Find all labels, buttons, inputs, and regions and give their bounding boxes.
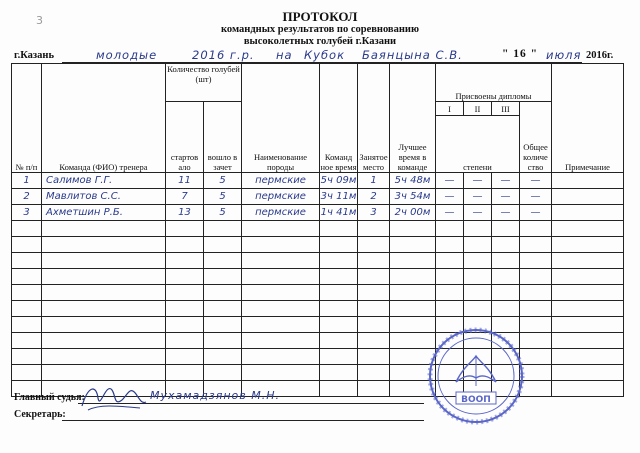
cup-name-handwritten: Баянцына С.В.: [362, 48, 463, 62]
cell-empty: [12, 253, 42, 269]
cell-empty: [320, 253, 358, 269]
cell-empty: [492, 237, 520, 253]
cell-empty: [464, 269, 492, 285]
cell-degree-1: —: [436, 205, 464, 221]
chief-judge-label: Главный судья:: [14, 392, 85, 403]
cell-empty: [520, 301, 552, 317]
cell-empty: [520, 269, 552, 285]
cell-empty: [320, 301, 358, 317]
cell-empty: [464, 237, 492, 253]
cell-empty: [204, 301, 242, 317]
corner-mark: 3: [36, 14, 43, 27]
header-degree-3: III: [492, 102, 520, 116]
cell-empty: [12, 237, 42, 253]
cell-empty: [166, 221, 204, 237]
cell-empty: [552, 333, 624, 349]
cell-empty: [358, 253, 390, 269]
cell-empty: [552, 237, 624, 253]
cell-empty: [204, 253, 242, 269]
cell-no: 3: [12, 205, 42, 221]
cell-empty: [390, 221, 436, 237]
cell-empty: [552, 221, 624, 237]
header-line: [14, 48, 626, 64]
cell-empty: [492, 253, 520, 269]
cell-empty: [464, 221, 492, 237]
date-month-handwritten: июля: [546, 48, 582, 62]
cell-counted: 5: [204, 205, 242, 221]
cell-empty: [320, 381, 358, 397]
cell-counted: 5: [204, 173, 242, 189]
cell-empty: [166, 237, 204, 253]
cell-empty: [492, 285, 520, 301]
cell-empty: [12, 269, 42, 285]
cell-empty: [320, 349, 358, 365]
cell-empty: [242, 317, 320, 333]
cell-total: —: [520, 205, 552, 221]
cell-empty: [42, 269, 166, 285]
cell-best-time: 3ч 54м: [390, 189, 436, 205]
cell-empty: [358, 221, 390, 237]
cell-empty: [242, 285, 320, 301]
cell-empty: [242, 333, 320, 349]
cell-degree-2: —: [464, 189, 492, 205]
header-total: Общее количе ство: [520, 102, 552, 173]
table-row-empty: [12, 237, 624, 253]
cell-degree-3: —: [492, 205, 520, 221]
cell-empty: [320, 221, 358, 237]
header-counted: вошло в зачет: [204, 102, 242, 173]
cell-empty: [242, 349, 320, 365]
header-team-time: Команд ное время: [320, 64, 358, 173]
cell-place: 3: [358, 205, 390, 221]
cell-note: [552, 173, 624, 189]
cell-started: 7: [166, 189, 204, 205]
cell-empty: [464, 301, 492, 317]
cell-started: 11: [166, 173, 204, 189]
cell-degree-1: —: [436, 173, 464, 189]
cell-empty: [42, 333, 166, 349]
cell-empty: [42, 285, 166, 301]
cell-team-time: 1ч 41м: [320, 205, 358, 221]
cell-empty: [390, 237, 436, 253]
cell-place: 2: [358, 189, 390, 205]
cell-empty: [436, 269, 464, 285]
cell-note: [552, 189, 624, 205]
cell-empty: [552, 269, 624, 285]
cell-empty: [42, 317, 166, 333]
cell-empty: [42, 221, 166, 237]
cell-empty: [12, 301, 42, 317]
table-row-empty: [12, 221, 624, 237]
cell-empty: [358, 269, 390, 285]
title-block: [0, 10, 640, 47]
cell-empty: [166, 333, 204, 349]
cell-degree-1: —: [436, 189, 464, 205]
cup-prefix-handwritten: на: [276, 48, 293, 62]
cell-empty: [358, 301, 390, 317]
cell-team-time: 3ч 11м: [320, 189, 358, 205]
table-row-empty: [12, 285, 624, 301]
birth-year-handwritten: 2016 г.р.: [192, 48, 255, 62]
cell-empty: [320, 333, 358, 349]
cell-empty: [12, 285, 42, 301]
cell-empty: [242, 237, 320, 253]
cell-empty: [42, 237, 166, 253]
cell-empty: [520, 237, 552, 253]
cell-empty: [320, 285, 358, 301]
cell-breed: пермские: [242, 189, 320, 205]
cell-breed: пермские: [242, 173, 320, 189]
cell-team-time: 5ч 09м: [320, 173, 358, 189]
cell-empty: [204, 333, 242, 349]
cell-empty: [42, 253, 166, 269]
cell-empty: [12, 317, 42, 333]
cell-empty: [358, 237, 390, 253]
cell-empty: [520, 285, 552, 301]
cell-empty: [166, 349, 204, 365]
cell-empty: [42, 301, 166, 317]
cell-empty: [204, 349, 242, 365]
cell-total: —: [520, 189, 552, 205]
cell-empty: [552, 317, 624, 333]
cell-empty: [390, 269, 436, 285]
cell-empty: [166, 269, 204, 285]
cell-empty: [358, 349, 390, 365]
year-printed: 2016г.: [586, 50, 614, 61]
cell-best-time: 2ч 00м: [390, 205, 436, 221]
cell-empty: [242, 221, 320, 237]
table-row: [12, 205, 624, 221]
table-row-empty: [12, 317, 624, 333]
table-row-empty: [12, 349, 624, 365]
results-table: [11, 63, 624, 397]
signature-scribble-icon: [78, 376, 148, 416]
secretary-label: Секретарь:: [14, 409, 66, 420]
header-started: стартов ало: [166, 102, 204, 173]
header-degrees: степени: [436, 116, 520, 173]
cell-team: Салимов Г.Г.: [42, 173, 166, 189]
cell-empty: [204, 317, 242, 333]
cell-empty: [358, 381, 390, 397]
cell-empty: [552, 301, 624, 317]
secretary-line: [62, 420, 424, 421]
cell-empty: [436, 285, 464, 301]
header-degree-2: II: [464, 102, 492, 116]
table-row-empty: [12, 269, 624, 285]
cell-degree-2: —: [464, 173, 492, 189]
cell-breed: пермские: [242, 205, 320, 221]
cell-empty: [242, 253, 320, 269]
cell-counted: 5: [204, 189, 242, 205]
cell-total: —: [520, 173, 552, 189]
cell-empty: [464, 253, 492, 269]
cell-empty: [520, 253, 552, 269]
cell-empty: [320, 317, 358, 333]
date-day: " 16 ": [502, 48, 539, 60]
cell-empty: [12, 221, 42, 237]
cell-empty: [166, 253, 204, 269]
cell-empty: [320, 269, 358, 285]
cell-empty: [358, 365, 390, 381]
cell-degree-3: —: [492, 173, 520, 189]
stamp-text: ВООП: [461, 395, 491, 405]
cell-empty: [464, 285, 492, 301]
cell-empty: [390, 301, 436, 317]
cell-empty: [492, 221, 520, 237]
cell-empty: [436, 221, 464, 237]
round-stamp-icon: [426, 326, 526, 426]
cell-empty: [436, 237, 464, 253]
cell-empty: [12, 349, 42, 365]
cell-empty: [204, 237, 242, 253]
cell-empty: [166, 301, 204, 317]
cell-degree-3: —: [492, 189, 520, 205]
cell-empty: [204, 269, 242, 285]
cell-empty: [358, 285, 390, 301]
cell-empty: [166, 365, 204, 381]
table-row-empty: [12, 253, 624, 269]
table-row-empty: [12, 301, 624, 317]
cell-empty: [520, 221, 552, 237]
cell-team: Ахметшин Р.Б.: [42, 205, 166, 221]
cell-empty: [358, 317, 390, 333]
cell-empty: [242, 301, 320, 317]
cell-empty: [166, 285, 204, 301]
cell-started: 13: [166, 205, 204, 221]
chief-judge-name-handwritten: Мухамадзянов М.Н.: [150, 389, 281, 402]
cell-empty: [552, 253, 624, 269]
cell-empty: [204, 365, 242, 381]
table-row-empty: [12, 333, 624, 349]
header-diplomas: Присвоены дипломы: [436, 64, 552, 102]
header-best-time: Лучшее время в команде: [390, 64, 436, 173]
header-no: № п/п: [12, 64, 42, 173]
cell-empty: [242, 269, 320, 285]
cell-empty: [204, 221, 242, 237]
cell-empty: [204, 285, 242, 301]
document-subtitle-1: командных результатов по соревнованию: [221, 24, 419, 35]
cell-empty: [552, 381, 624, 397]
header-note: Примечание: [552, 64, 624, 173]
cell-empty: [242, 365, 320, 381]
header-place: Занятое место: [358, 64, 390, 173]
cell-no: 2: [12, 189, 42, 205]
cell-empty: [390, 285, 436, 301]
cell-empty: [390, 253, 436, 269]
city-label: г.Казань: [14, 50, 55, 61]
category-handwritten: молодые: [96, 48, 158, 62]
cell-no: 1: [12, 173, 42, 189]
cell-empty: [320, 237, 358, 253]
header-team: Команда (ФИО) тренера: [42, 64, 166, 173]
cell-empty: [552, 365, 624, 381]
cell-team: Мавлитов С.С.: [42, 189, 166, 205]
cell-best-time: 5ч 48м: [390, 173, 436, 189]
document-title: ПРОТОКОЛ: [282, 9, 358, 24]
cell-empty: [166, 317, 204, 333]
cell-empty: [436, 253, 464, 269]
cell-empty: [552, 349, 624, 365]
cell-degree-2: —: [464, 205, 492, 221]
cell-place: 1: [358, 173, 390, 189]
document-subtitle-2: высоколетных голубей г.Казани: [243, 35, 397, 47]
cell-empty: [492, 301, 520, 317]
cup-handwritten: Кубок: [304, 48, 346, 62]
header-count: Количество голубей (шт): [166, 64, 242, 102]
cell-empty: [12, 365, 42, 381]
cell-empty: [492, 269, 520, 285]
header-degree-1: I: [436, 102, 464, 116]
cell-empty: [12, 333, 42, 349]
cell-note: [552, 205, 624, 221]
table-row: [12, 173, 624, 189]
header-breed: Наименование породы: [242, 64, 320, 173]
cell-empty: [552, 285, 624, 301]
cell-empty: [436, 301, 464, 317]
cell-empty: [358, 333, 390, 349]
cell-empty: [42, 349, 166, 365]
table-row: [12, 189, 624, 205]
cell-empty: [320, 365, 358, 381]
